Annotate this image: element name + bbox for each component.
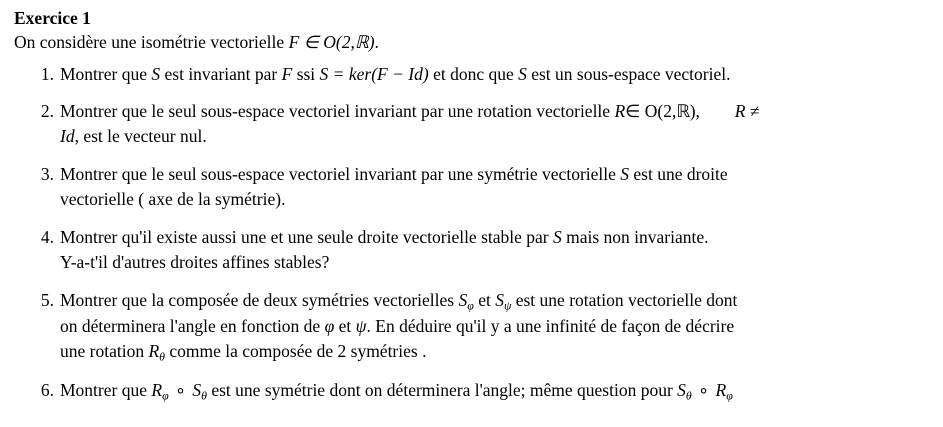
q1-e: est un sous-espace vectoriel. — [531, 63, 731, 84]
q2-reals: ℝ — [676, 101, 690, 122]
q3-b: est une droite — [633, 164, 728, 185]
q3-c: vectorielle ( axe de la symétrie). — [60, 189, 286, 209]
list-item — [14, 378, 929, 404]
list-item — [14, 162, 929, 212]
question-list — [14, 62, 929, 404]
q5-psi-subscript: ψ — [503, 297, 512, 312]
exercise-intro — [14, 31, 929, 54]
q6-phi-subscript: φ — [162, 388, 169, 403]
q6-theta-subscript-2: θ — [685, 388, 692, 403]
q5-c: on déterminera l'angle en fonction de — [60, 315, 321, 336]
q6-b: est une symétrie dont on déterminera l'angle; même question pour — [211, 379, 673, 400]
q6-S-theta: $S_\theta$ — [192, 379, 207, 403]
item-number: 3. — [40, 164, 54, 185]
q5-R-theta: $R_\theta$ — [148, 340, 165, 363]
q2-in: ∈ O(2, — [625, 101, 677, 122]
q1-F: F — [281, 63, 293, 84]
q1-d: et donc que — [433, 63, 514, 84]
exercise-title: Exercice 1 — [14, 8, 91, 28]
q1-S1: S — [151, 63, 161, 84]
item-number: 1. — [40, 63, 54, 84]
q5-e: une rotation — [60, 340, 145, 361]
q2-b: , est le vecteur nul. — [74, 126, 207, 147]
q6-phi-subscript-2: φ — [726, 388, 733, 403]
q6-theta-subscript: θ — [201, 388, 207, 403]
q5-c2: et — [338, 315, 352, 336]
q4-S: S — [553, 226, 562, 247]
q5-theta-subscript: θ — [159, 348, 165, 363]
q2-a: Montrer que le seul sous-espace vectoriel invariant par une rotation vectorielle — [60, 101, 611, 122]
q6-compose-icon: ∘ — [175, 379, 187, 400]
q2-R: R — [614, 101, 626, 122]
q1-c: ssi — [296, 63, 316, 84]
q5-phi: φ — [324, 315, 335, 336]
q5-S-phi: $S_\varphi$ — [458, 289, 474, 312]
q5-S-psi: $S_\psi$ — [495, 289, 512, 312]
q2-R-neq: R ≠ — [734, 101, 760, 122]
intro-suffix: . — [374, 31, 379, 52]
q4-a: Montrer qu'il existe aussi une et une seule droite vectorielle stable par — [60, 226, 549, 247]
item-number: 6. — [40, 379, 54, 400]
q2-close: ), — [689, 101, 700, 122]
q4-b: mais non invariante. — [566, 226, 709, 247]
q5-and: et — [478, 289, 491, 310]
q1-S2: S — [518, 63, 527, 84]
q6-R-phi-2: $R_\varphi$ — [715, 379, 733, 403]
q5-d: . En déduire qu'il y a une infinité de façon de décrire — [366, 315, 735, 336]
q6-R-phi: $R_\varphi$ — [151, 379, 169, 403]
item-number: 5. — [40, 289, 54, 310]
q6-S-theta-2: $S_\theta$ — [677, 379, 692, 403]
q3-a: Montrer que le seul sous-espace vectoriel invariant par une symétrie vectorielle — [60, 164, 616, 185]
q5-phi-subscript: φ — [467, 297, 474, 312]
q1-b: est invariant par — [164, 63, 278, 84]
intro-text: On considère une isométrie vectorielle — [14, 31, 289, 52]
list-item — [14, 62, 929, 87]
q5-a: Montrer que la composée de deux symétries vectorielles — [60, 289, 455, 310]
q3-S: S — [620, 164, 630, 185]
item-number: 4. — [40, 226, 54, 247]
q4-c: Y-a-t'il d'autres droites affines stables? — [60, 251, 330, 272]
q5-b: est une rotation vectorielle dont — [515, 289, 738, 310]
q1-a: Montrer que — [60, 63, 147, 84]
intro-math: F ∈ O(2,ℝ) — [288, 31, 375, 52]
q1-equation: S = ker(F − Id) — [319, 63, 429, 84]
q5-psi: ψ — [355, 315, 367, 336]
q6-compose-icon-2: ∘ — [698, 379, 710, 400]
item-number: 2. — [40, 101, 54, 122]
list-item — [14, 288, 929, 365]
list-item — [14, 99, 929, 149]
q6-a: Montrer que — [60, 379, 147, 400]
list-item — [14, 225, 929, 275]
q5-f: comme la composée de 2 symétries . — [169, 340, 427, 361]
q2-Id: Id — [60, 126, 75, 147]
